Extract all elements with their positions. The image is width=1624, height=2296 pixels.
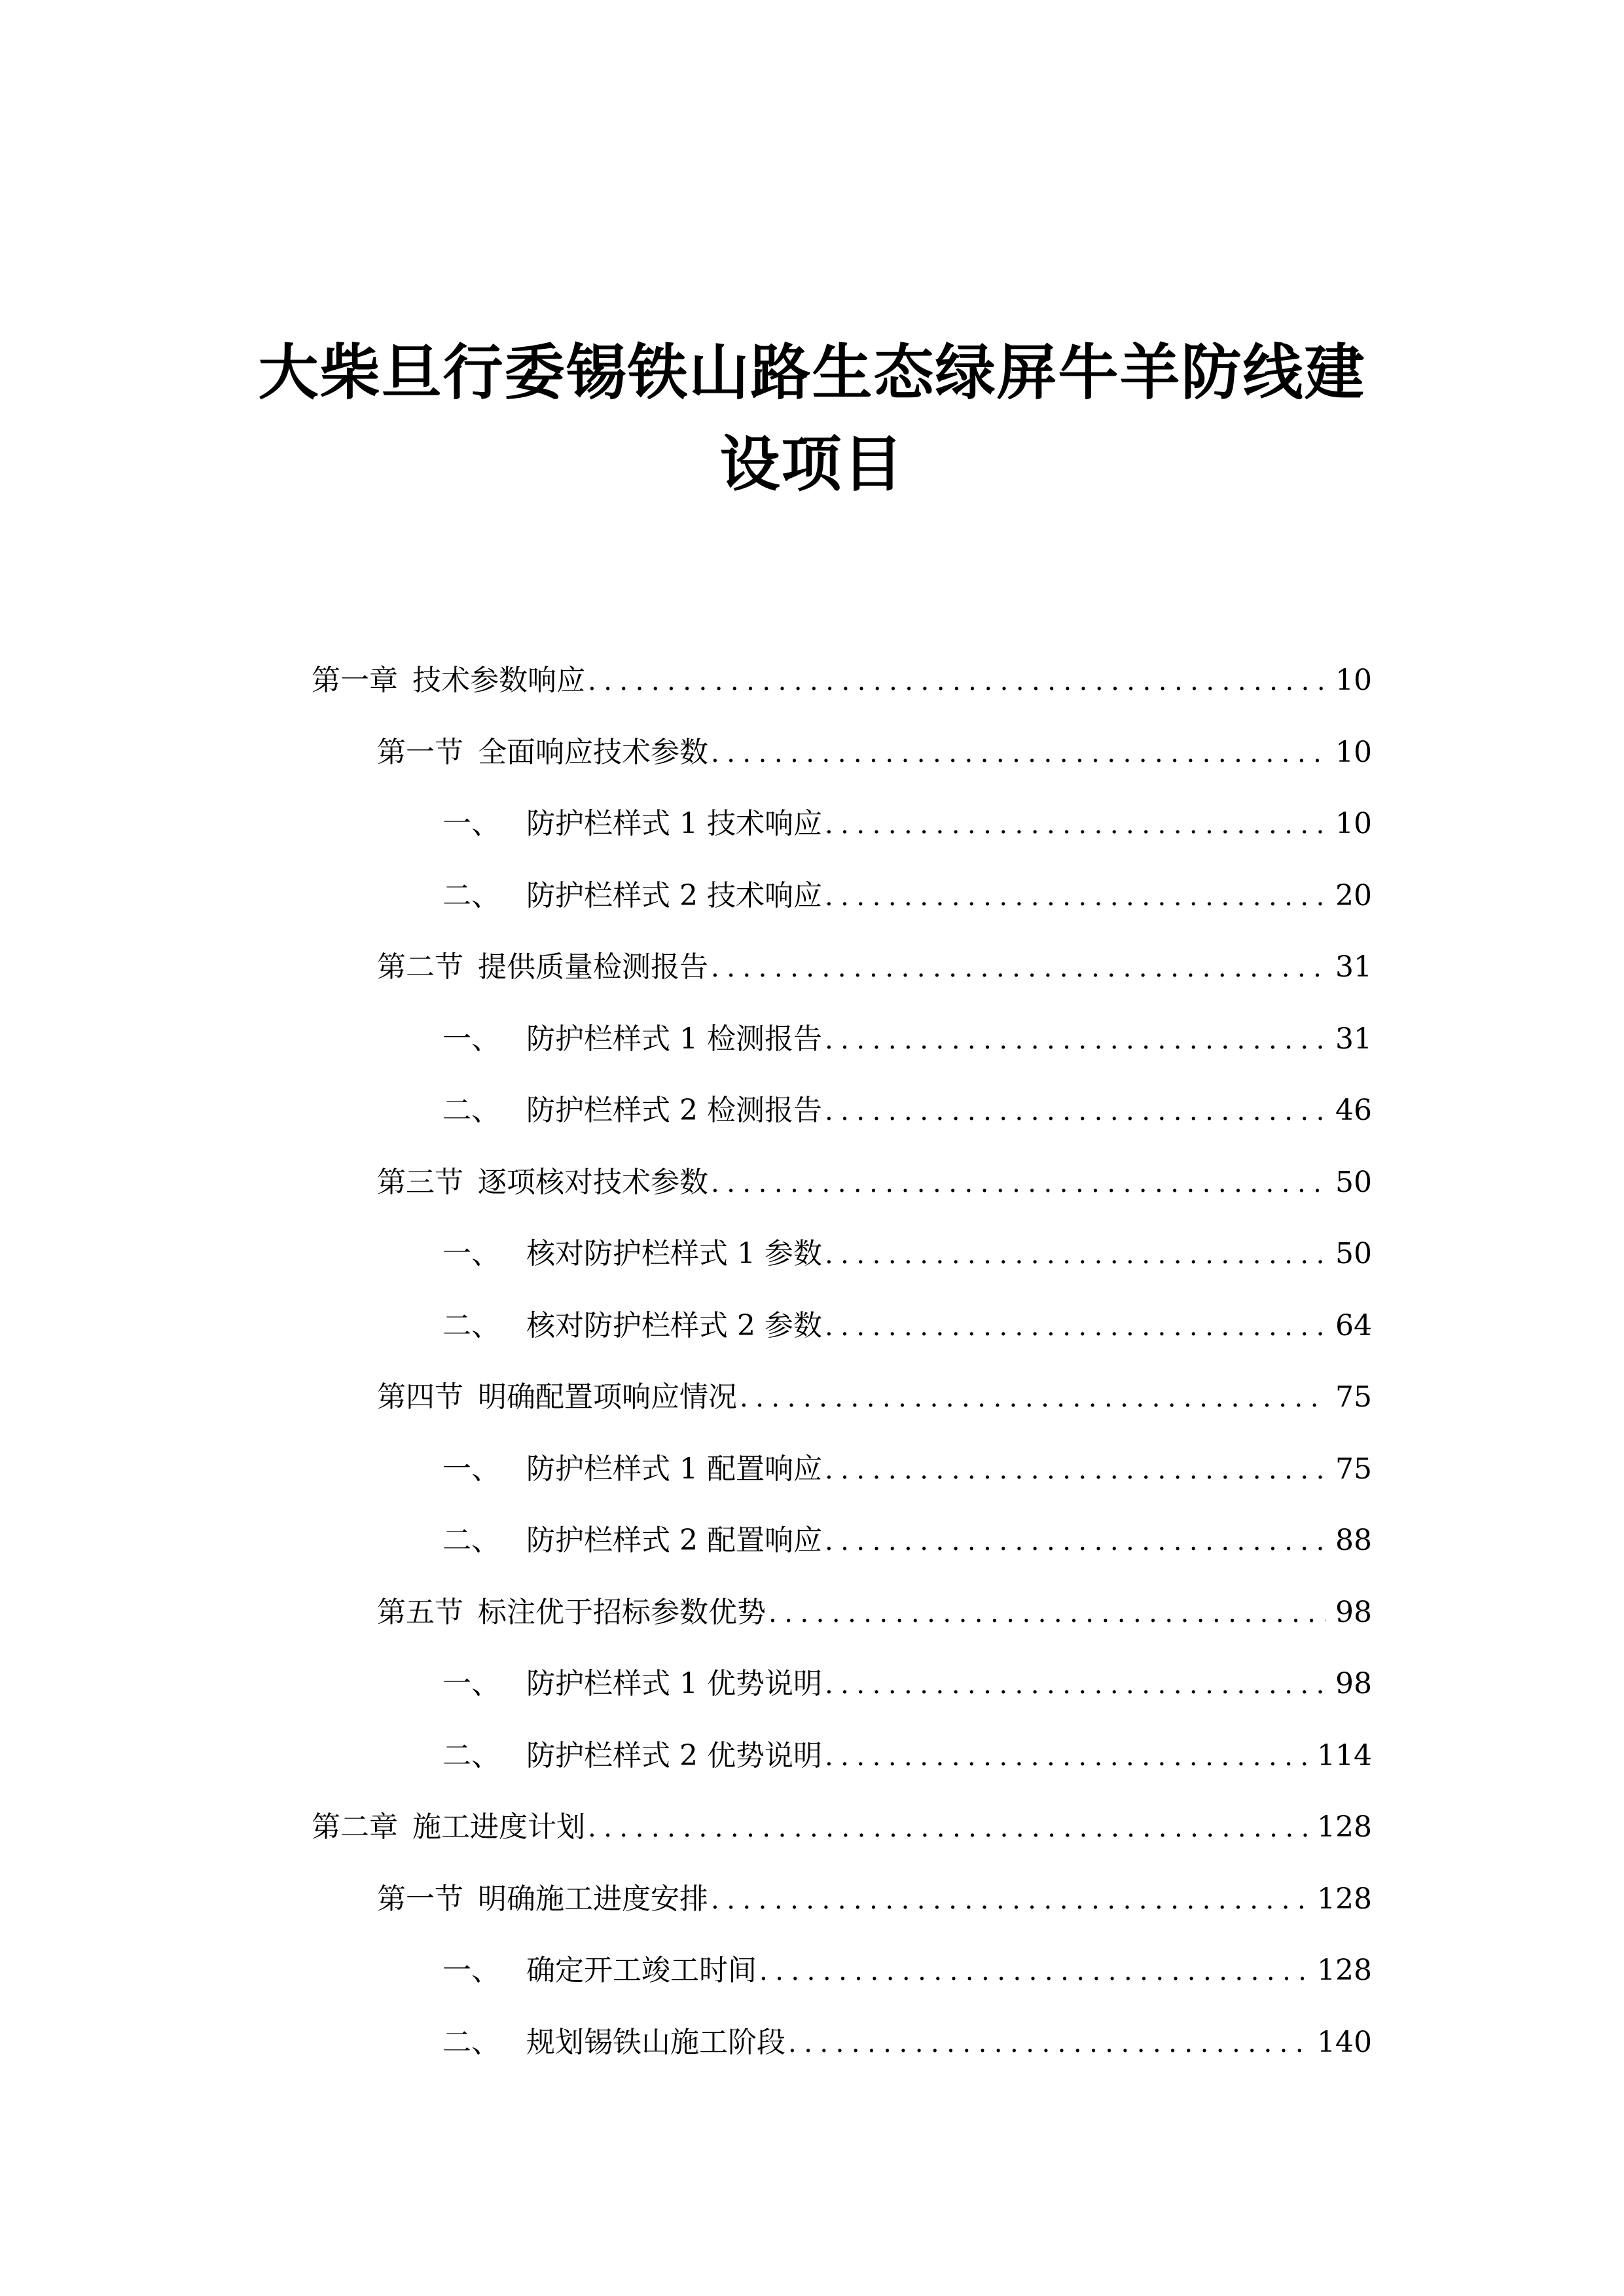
toc-page-number: 114 [1317,1738,1372,1772]
toc-entry-text: 核对防护栏样式 1 参数 [526,1237,822,1270]
toc-dot-leader [711,933,1326,1005]
document-title-line-1: 大柴旦行委锡铁山路生态绿屏牛羊防线建 [258,338,1366,408]
toc-page-number: 20 [1335,878,1372,912]
toc-subitem-entry[interactable] [312,1648,1372,1720]
toc-entry-label [442,2007,785,2079]
toc-subitem-entry[interactable] [312,1433,1372,1505]
toc-entry-number: 一、 [442,807,500,840]
toc-section-entry[interactable] [312,1577,1372,1649]
toc-dot-leader [711,718,1326,790]
toc-entry-label [442,1290,822,1362]
toc-dot-leader [711,1148,1326,1220]
toc-section-entry[interactable] [312,717,1372,789]
toc-subitem-entry[interactable] [312,788,1372,860]
toc-page-number: 31 [1335,1022,1372,1056]
toc-entry-text: 防护栏样式 2 优势说明 [526,1738,822,1772]
toc-entry-label [442,1003,822,1075]
toc-page-number: 98 [1335,1595,1372,1629]
toc-page-number: 50 [1335,1165,1372,1199]
toc-entry-number: 二、 [442,2025,500,2059]
toc-dot-leader [740,1363,1326,1435]
toc-entry-number: 第一节 [377,735,463,769]
toc-entry-label [442,1505,822,1577]
toc-entry-text: 明确配置项响应情况 [478,1380,737,1414]
toc-dot-leader [759,1936,1308,2008]
toc-entry-number: 二、 [442,1308,500,1342]
toc-entry-text: 防护栏样式 1 优势说明 [526,1667,822,1700]
toc-entry-text: 防护栏样式 2 配置响应 [526,1524,822,1557]
toc-entry-number: 第三节 [377,1165,463,1199]
toc-dot-leader [825,861,1326,933]
toc-chapter-entry[interactable] [312,1791,1372,1863]
toc-subitem-entry[interactable] [312,1075,1372,1147]
toc-entry-label [377,931,708,1003]
toc-subitem-entry[interactable] [312,1505,1372,1577]
toc-page-number: 128 [1317,1810,1372,1844]
toc-dot-leader [588,1793,1308,1865]
toc-entry-number: 一、 [442,1237,500,1270]
toc-page-number: 31 [1335,950,1372,984]
toc-page-number: 98 [1335,1667,1372,1700]
toc-entry-number: 第五节 [377,1595,463,1629]
toc-entry-text: 全面响应技术参数 [478,735,708,769]
toc-entry-label [312,1791,585,1863]
toc-entry-label [377,717,708,789]
toc-entry-number: 第二章 [312,1810,398,1844]
toc-entry-label [442,860,822,932]
toc-entry-text: 防护栏样式 2 技术响应 [526,878,822,912]
toc-page-number: 46 [1335,1094,1372,1127]
toc-entry-number: 二、 [442,1094,500,1127]
toc-dot-leader [825,1721,1308,1793]
toc-dot-leader [825,1506,1326,1578]
toc-entry-text: 核对防护栏样式 2 参数 [526,1308,822,1342]
toc-entry-text: 确定开工竣工时间 [526,1954,757,1987]
toc-page-number: 64 [1335,1308,1372,1342]
toc-section-entry[interactable] [312,1147,1372,1219]
toc-entry-label [442,788,822,860]
toc-entry-number: 一、 [442,1667,500,1700]
toc-entry-text: 明确施工进度安排 [478,1882,708,1916]
toc-dot-leader [825,1435,1326,1507]
toc-entry-text: 技术参数响应 [412,664,585,697]
toc-entry-label [377,1863,708,1935]
toc-section-entry[interactable] [312,1863,1372,1935]
toc-subitem-entry[interactable] [312,1003,1372,1075]
toc-entry-text: 防护栏样式 2 检测报告 [526,1094,822,1127]
toc-entry-text: 提供质量检测报告 [478,950,708,984]
toc-dot-leader [788,2008,1308,2080]
toc-page-number: 10 [1335,664,1372,697]
toc-page-number: 10 [1335,735,1372,769]
toc-entry-label [442,1935,757,2007]
toc-subitem-entry[interactable] [312,860,1372,932]
toc-section-entry[interactable] [312,1361,1372,1433]
toc-subitem-entry[interactable] [312,1935,1372,2007]
toc-entry-number: 一、 [442,1452,500,1486]
toc-entry-label [377,1361,737,1433]
toc-entry-label [377,1147,708,1219]
toc-subitem-entry[interactable] [312,1290,1372,1362]
toc-dot-leader [825,789,1326,861]
toc-entry-number: 第四节 [377,1380,463,1414]
toc-entry-number: 第二节 [377,950,463,984]
toc-dot-leader [825,1219,1326,1291]
table-of-contents [312,645,1372,2078]
toc-entry-number: 第一章 [312,664,398,697]
toc-entry-text: 防护栏样式 1 配置响应 [526,1452,822,1486]
toc-page-number: 50 [1335,1237,1372,1270]
toc-dot-leader [588,646,1326,718]
document-title [0,327,1624,511]
toc-entry-number: 一、 [442,1022,500,1056]
toc-subitem-entry[interactable] [312,1218,1372,1290]
toc-entry-label [442,1648,822,1720]
toc-page-number: 88 [1335,1524,1372,1557]
toc-entry-text: 逐项核对技术参数 [478,1165,708,1199]
toc-page-number: 10 [1335,807,1372,840]
toc-entry-number: 二、 [442,878,500,912]
toc-chapter-entry[interactable] [312,645,1372,717]
document-title-line-2: 设项目 [719,429,905,499]
toc-dot-leader [825,1076,1326,1148]
toc-subitem-entry[interactable] [312,2007,1372,2079]
toc-entry-label [442,1720,822,1792]
toc-dot-leader [825,1005,1326,1077]
toc-entry-label [442,1075,822,1147]
toc-entry-text: 施工进度计划 [412,1810,585,1844]
toc-entry-label [312,645,585,717]
toc-entry-number: 一、 [442,1954,500,1987]
toc-dot-leader [768,1578,1326,1650]
toc-entry-text: 规划锡铁山施工阶段 [526,2025,785,2059]
toc-page-number: 128 [1317,1882,1372,1916]
toc-entry-text: 标注优于招标参数优势 [478,1595,766,1629]
toc-entry-label [442,1433,822,1505]
toc-entry-number: 二、 [442,1524,500,1557]
toc-page-number: 140 [1317,2025,1372,2059]
toc-page-number: 75 [1335,1380,1372,1414]
toc-page-number: 75 [1335,1452,1372,1486]
toc-entry-label [377,1577,766,1649]
toc-dot-leader [825,1291,1326,1363]
toc-entry-label [442,1218,822,1290]
toc-dot-leader [825,1649,1326,1721]
toc-section-entry[interactable] [312,931,1372,1003]
toc-dot-leader [711,1865,1308,1937]
toc-entry-number: 二、 [442,1738,500,1772]
toc-subitem-entry[interactable] [312,1720,1372,1792]
toc-entry-text: 防护栏样式 1 技术响应 [526,807,822,840]
toc-page-number: 128 [1317,1954,1372,1987]
toc-entry-number: 第一节 [377,1882,463,1916]
toc-entry-text: 防护栏样式 1 检测报告 [526,1022,822,1056]
